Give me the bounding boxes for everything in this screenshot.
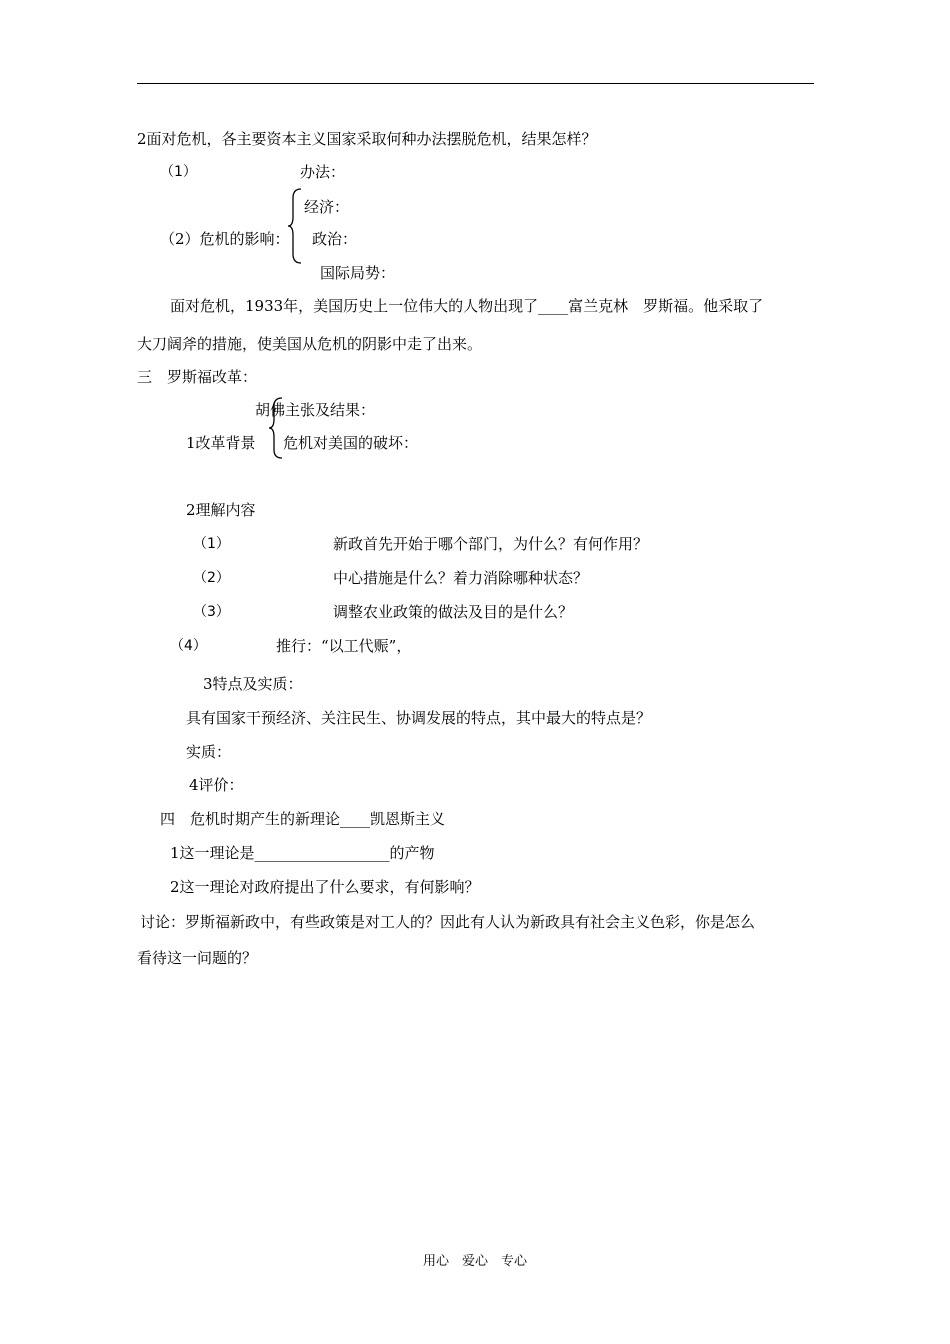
content-item-4-text: 推行：“以工代赈”， [276,637,412,655]
section-4-heading: 四 危机时期产生的新理论____凯恩斯主义 [160,810,446,828]
content-item-1-number: （1） [193,536,230,552]
q2-part2-label: （2）危机的影响： [160,230,290,248]
content-item-4-number: （4） [170,638,207,654]
content-item-2-number: （2） [193,570,230,586]
q2-part1-label: 办法： [300,163,346,181]
content-item-3-text: 调整农业政策的做法及目的是什么？ [333,603,574,621]
evaluation-label: 4评价： [189,776,244,794]
reform-background-label: 1改革背景 [186,434,256,452]
question-2-title: 2面对危机，各主要资本主义国家采取何种办法摆脱危机，结果怎样？ [137,130,597,148]
discussion-line1: 讨论：罗斯福新政中，有些政策是对工人的？因此有人认为新政具有社会主义色彩，你是怎么 [140,913,756,931]
page-footer: 用心 爱心 专心 [422,1254,527,1269]
feature-question: 具有国家干预经济、关注民生、协调发展的特点，其中最大的特点是？ [186,709,652,727]
content-item-3-number: （3） [193,604,230,620]
essence-label: 实质： [186,743,232,761]
q2-impact-economy: 经济： [304,198,350,216]
content-item-1-text: 新政首先开始于哪个部门，为什么？有何作用？ [333,535,649,553]
background-hoover: 胡佛主张及结果： [255,401,376,419]
roosevelt-paragraph-line2: 大刀阔斧的措施，使美国从危机的阴影中走了出来。 [137,335,483,353]
section-4-question-1: 1这一理论是__________________的产物 [170,844,435,862]
section-4-question-2: 2这一理论对政府提出了什么要求，有何影响？ [170,878,480,896]
roosevelt-paragraph-line1: 面对危机，1933年，美国历史上一位伟大的人物出现了____富兰克林 罗斯福。他采取了 [170,297,764,315]
feature-title: 3特点及实质： [203,675,303,693]
background-crisis-damage: 危机对美国的破坏： [283,434,419,452]
section-3-heading: 三 罗斯福改革： [137,368,258,386]
content-title: 2理解内容 [186,501,256,519]
header-rule [137,83,814,84]
discussion-line2: 看待这一问题的？ [137,949,258,967]
q2-impact-politics: 政治： [312,230,358,248]
q2-brace [288,188,302,264]
content-item-2-text: 中心措施是什么？着力消除哪种状态？ [333,569,589,587]
q2-part1-number: （1） [160,164,197,180]
q2-impact-international: 国际局势： [320,264,396,282]
